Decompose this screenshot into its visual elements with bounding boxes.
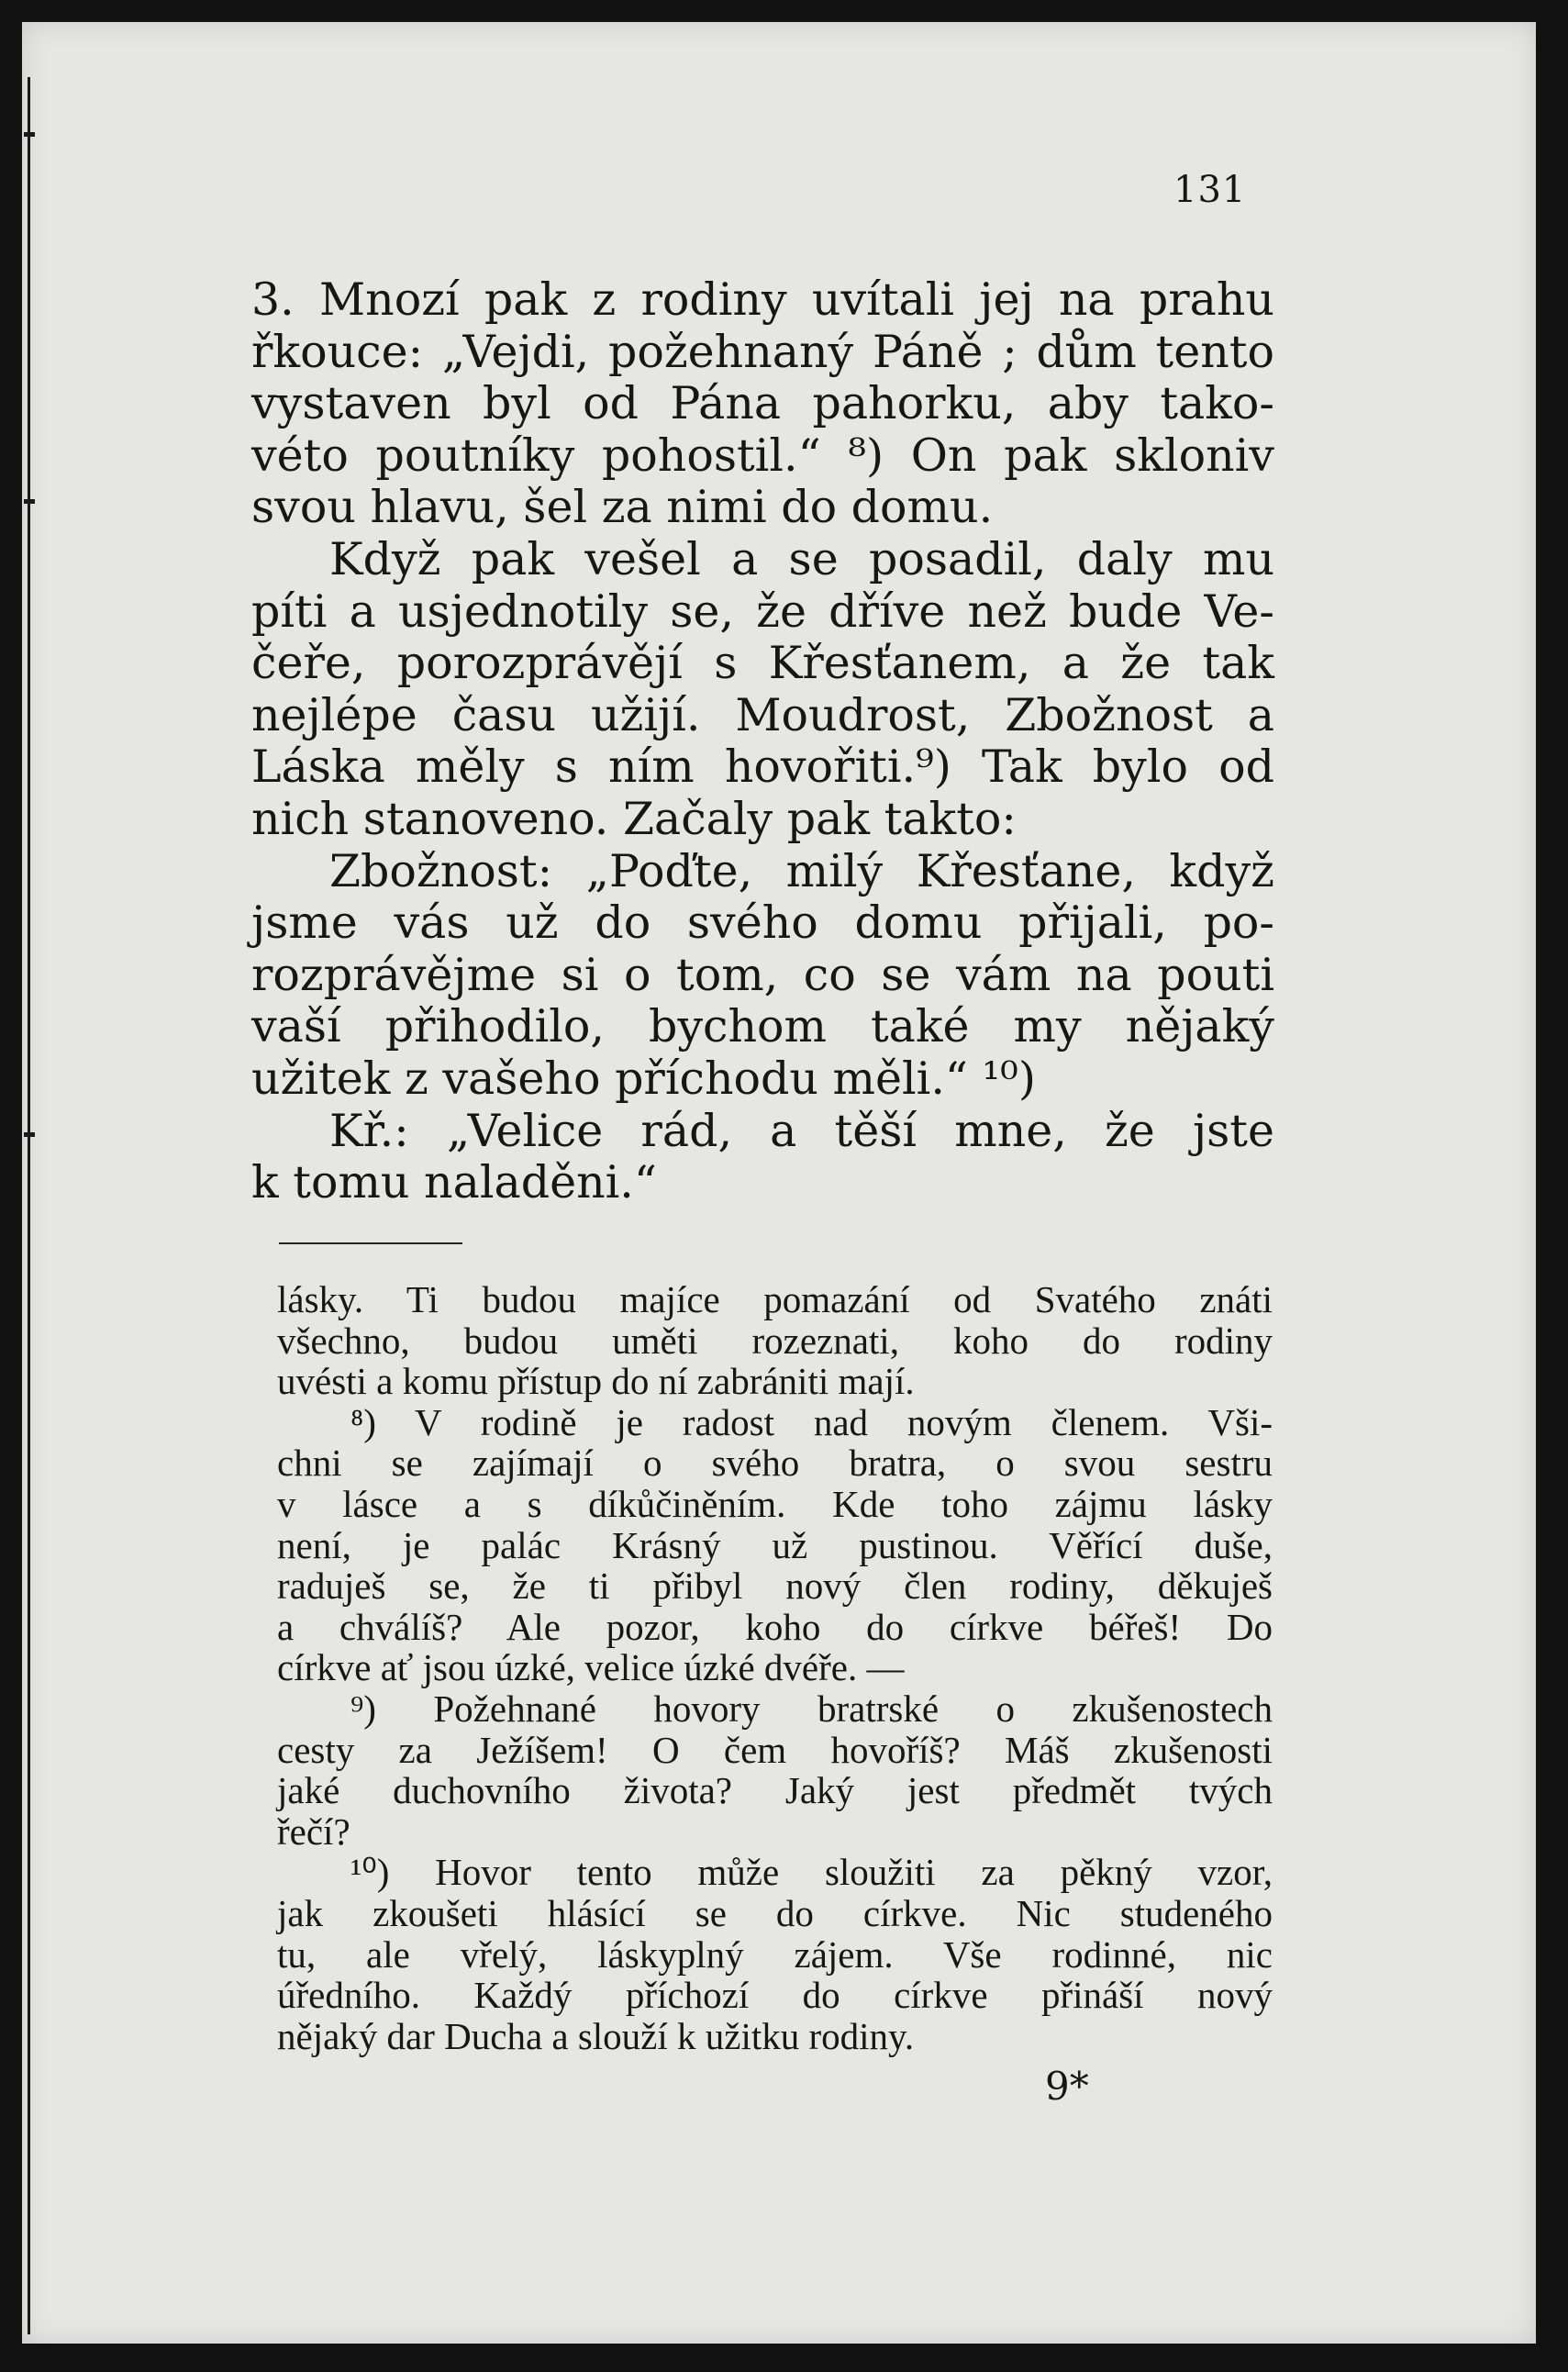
text-line: píti a usjednotily se, že dříve než bude Ve-	[251, 585, 1274, 638]
text-line: nich stanoveno. Začaly pak takto:	[251, 792, 1017, 845]
text-line: řkouce: „Vejdi, požehnaný Páně ; dům tento	[251, 325, 1274, 378]
footnote-line: úředního. Každý příchozí do církve přináší nový	[277, 1974, 1273, 2017]
book-page	[22, 22, 1536, 2344]
text-line: Kř.: „Velice rád, a těší mne, že jste	[329, 1104, 1274, 1157]
footnote-line: církve ať jsou úzké, velice úzké dvéře. —	[277, 1646, 905, 1689]
text-line: Když pak vešel a se posadil, daly mu	[329, 532, 1274, 585]
footnotes	[277, 1279, 1273, 2056]
footnote-line: v lásce a s díkůčiněním. Kde toho zájmu lásky	[277, 1482, 1273, 1525]
footnote-rule	[279, 1242, 462, 1244]
text-line: Láska měly s ním hovořiti.⁹) Tak bylo od	[251, 741, 1274, 794]
main-text	[251, 274, 1274, 1209]
footnote-line: všechno, budou uměti rozeznati, koho do rodiny	[277, 1319, 1273, 1362]
page-number: 131	[1173, 169, 1247, 211]
footnote-line: chni se zajímají o svého bratra, o svou sestru	[277, 1442, 1273, 1485]
text-line: rozprávějme si o tom, co se vám na pouti	[251, 948, 1274, 1001]
footnote-line: není, je palác Krásný už pustinou. Věřící duše,	[277, 1523, 1273, 1566]
footnote-line: jaké duchovního života? Jaký jest předmět tvých	[277, 1769, 1273, 1812]
text-line: nejlépe času užijí. Moudrost, Zbožnost a	[251, 688, 1274, 741]
binding-mark	[24, 1132, 35, 1137]
signature-mark: 9*	[1045, 2064, 1089, 2109]
footnote-line: uvésti a komu přístup do ní zabrániti mají.	[277, 1360, 915, 1403]
footnote-line: ⁹) Požehnané hovory bratrské o zkušenostech	[350, 1687, 1273, 1730]
footnote-line: ¹⁰) Hovor tento může sloužiti za pěkný vzor,	[350, 1851, 1273, 1894]
footnote-line: lásky. Ti budou majíce pomazání od Svatého znáti	[277, 1278, 1273, 1320]
footnote-line: řečí?	[277, 1810, 350, 1853]
text-line: čeře, porozprávějí s Křesťanem, a že tak	[251, 637, 1274, 690]
binding-edge	[28, 77, 30, 2334]
text-line: užitek z vašeho příchodu měli.“ ¹⁰)	[251, 1052, 1036, 1105]
text-line: svou hlavu, šel za nimi do domu.	[251, 481, 994, 534]
footnote-line: nějaký dar Ducha a slouží k užitku rodiny.	[277, 2014, 915, 2057]
text-line: vaší přihodilo, bychom také my nějaký	[251, 1000, 1274, 1053]
footnote-line: cesty za Ježíšem! O čem hovoříš? Máš zkušenosti	[277, 1728, 1273, 1771]
text-line: k tomu naladěni.“	[251, 1156, 657, 1209]
text-line: 3. Mnozí pak z rodiny uvítali jej na prahu	[251, 273, 1274, 326]
binding-mark	[24, 132, 35, 137]
footnote-line: raduješ se, že ti přibyl nový člen rodiny, děkuješ	[277, 1565, 1273, 1608]
footnote-line: ⁸) V rodině je radost nad novým členem. Vši-	[350, 1400, 1273, 1443]
footnote-line: a chválíš? Ale pozor, koho do církve béřeš! Do	[277, 1605, 1273, 1648]
footnote-line: tu, ale vřelý, láskyplný zájem. Vše rodinné, nic	[277, 1932, 1273, 1976]
text-line: jsme vás už do svého domu přijali, po-	[251, 896, 1274, 950]
text-line: véto poutníky pohostil.“ ⁸) On pak skloniv	[251, 429, 1274, 482]
footnote-line: jak zkoušeti hlásící se do církve. Nic studeného	[277, 1891, 1273, 1934]
text-line: Zbožnost: „Poďte, milý Křesťane, když	[329, 844, 1274, 897]
binding-mark	[24, 499, 35, 504]
text-line: vystaven byl od Pána pahorku, aby tako-	[251, 377, 1274, 430]
